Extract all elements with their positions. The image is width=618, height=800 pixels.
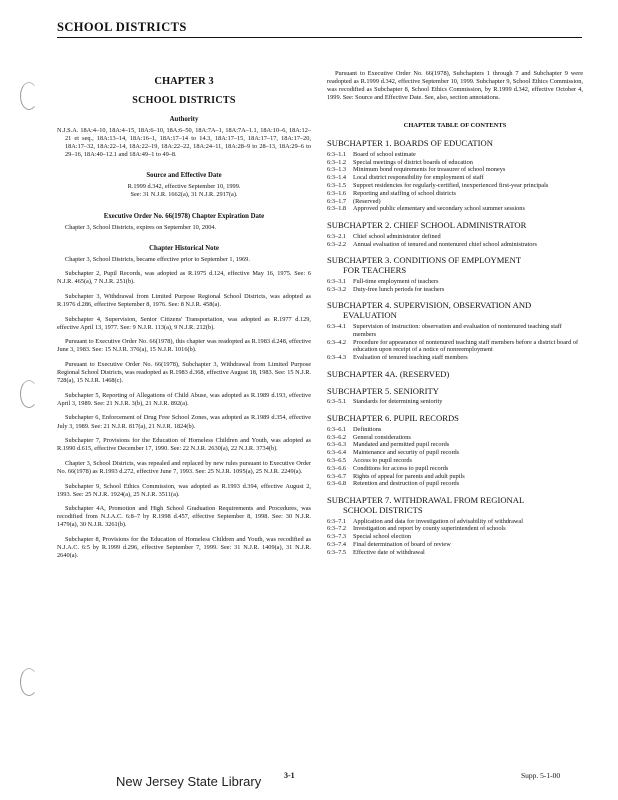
punch-hole-mark	[20, 380, 38, 408]
section-number: 6:3–7.3	[327, 533, 347, 541]
toc-entry	[327, 541, 583, 549]
toc-entry	[327, 434, 583, 442]
toc-entry	[327, 278, 583, 286]
subchapter-heading	[327, 138, 583, 148]
section-title: Final determination of board of review	[353, 540, 451, 548]
history-paragraph: Subchapter 2, Pupil Records, was adopted as R.1975 d.124, effective May 16, 1975. See: 6 N.J.R. 465(a), 7 N.J.R. 251(b).	[57, 270, 311, 286]
left-column	[57, 70, 311, 567]
section-title: Approved public elementary and secondary school summer sessions	[353, 205, 525, 213]
section-number: 6:3–6.4	[327, 449, 347, 457]
toc-entry	[327, 398, 583, 406]
section-number: 6:3–1.3	[327, 166, 347, 174]
history-paragraph: Subchapter 7, Provisions for the Education of Homeless Children and Youth, was adopted as R.1990 d.615, effective December 17, 1990. See: 22 N.J.R. 2630(a), 22 N.J.R. 3734(b).	[57, 437, 311, 453]
history-paragraph: Chapter 3, School Districts, was repealed and replaced by new rules pursuant to Executive Order No. 66(1978) as R.1993 d.272, effective June 7, 1993. See: 25 N.J.R. 1095(a), 25 N.J.R. 2249(a).	[57, 459, 311, 475]
toc-entry	[327, 198, 583, 206]
subchapter-heading	[327, 300, 583, 320]
section-title: Procedure for appearance of nontenured teaching staff members before a district board of education upon receipt of a notice of nonreemployment	[353, 338, 579, 354]
toc-entry	[327, 174, 583, 182]
section-number: 6:3–6.7	[327, 472, 347, 480]
section-number: 6:3–7.2	[327, 525, 347, 533]
subchapter-title: SUBCHAPTER 5. SENIORITY	[327, 385, 439, 396]
section-number: 6:3–6.8	[327, 480, 347, 488]
section-number: 6:3–7.4	[327, 540, 347, 548]
subchapter-title-continued: EVALUATION	[343, 310, 397, 321]
source-heading: Source and Effective Date	[146, 172, 222, 180]
toc-entry	[327, 159, 583, 167]
supplement-date: Supp. 5-1-00	[521, 771, 561, 780]
toc-heading: CHAPTER TABLE OF CONTENTS	[403, 122, 507, 130]
section-title: Duty-free lunch periods for teachers	[353, 285, 445, 293]
toc-entry	[327, 354, 583, 362]
section-title: Special school election	[353, 533, 412, 541]
history-paragraph: Subchapter 3, Withdrawal from Limited Purpose Regional School Districts, was adopted as R.1976 d.286, effective September 8, 1976. See: 8 N.J.R. 458(a).	[57, 292, 311, 309]
library-watermark: New Jersey State Library	[116, 774, 262, 789]
section-number: 6:3–4.2	[327, 338, 347, 346]
section-title: Full-time employment of teachers	[353, 277, 439, 285]
history-paragraph: Chapter 3, School Districts, became effective prior to September 1, 1969.	[65, 255, 250, 263]
section-title: Chief school administrator defined	[353, 232, 441, 240]
section-title: Rights of appeal for parents and adult pupils	[353, 472, 465, 480]
section-title: Standards for determining seniority	[353, 398, 443, 406]
history-paragraph: Pursuant to Executive Order No. 66(1978), this chapter was readopted as R.1983 d.248, effective June 3, 1983. See: 15 N.J.R. 376(a), 15 N.J.R. 1016(b).	[57, 338, 311, 354]
expiration-text: Chapter 3, School Districts, expires on September 10, 2004.	[65, 223, 217, 231]
toc-entry	[327, 182, 583, 190]
section-title: Minimum bond requirements for treasurer of school moneys	[353, 166, 506, 174]
history-heading: Chapter Historical Note	[149, 244, 219, 252]
section-title: (Reserved)	[353, 197, 381, 205]
section-number: 6:3–4.3	[327, 354, 347, 362]
section-title: Support residencies for regularly-certified, inexperienced first-year principals	[353, 182, 549, 190]
toc-entry	[327, 151, 583, 159]
section-number: 6:3–6.3	[327, 441, 347, 449]
toc-entry	[327, 426, 583, 434]
chapter-number: CHAPTER 3	[154, 76, 214, 87]
authority-heading: Authority	[169, 116, 199, 123]
toc-entry	[327, 449, 583, 457]
punch-hole-mark	[20, 668, 38, 696]
toc-entry	[327, 465, 583, 473]
subchapter-title-continued: FOR TEACHERS	[343, 265, 407, 276]
toc-entry	[327, 549, 583, 557]
history-notes	[57, 256, 311, 561]
chapter-title: SCHOOL DISTRICTS	[132, 95, 236, 106]
section-number: 6:3–6.2	[327, 433, 347, 441]
running-header: SCHOOL DISTRICTS	[57, 20, 582, 38]
section-title: Evaluation of tenured teaching staff members	[353, 354, 468, 362]
history-paragraph: Subchapter 6, Enforcement of Drug Free School Zones, was adopted as R.1989 d.354, effective July 3, 1989. See: 21 N.J.R. 817(a), 21 N.J.R. 1824(b).	[57, 414, 311, 430]
section-number: 6:3–1.5	[327, 182, 347, 190]
subchapter-title: SUBCHAPTER 7. WITHDRAWAL FROM REGIONAL	[327, 495, 525, 506]
subchapter-heading	[327, 386, 583, 396]
history-paragraph: Subchapter 4, Supervision, Senior Citizens' Transportation, was adopted as R.1977 d.129, effective April 13, 1977. See: 9 N.J.R. 113(a), 9 N.J.R. 212(b).	[57, 315, 311, 331]
history-paragraph: Pursuant to Executive Order No. 66(1978), Subchapter 3, Withdrawal from Limited Purpose Regional School Districts, was readopted as R.1983 d.368, effective August 18, 1983. See: 15 N.J.R. 728(a), 15 N.J.R. 1468(c).	[57, 361, 311, 385]
section-number: 6:3–2.1	[327, 232, 347, 240]
section-title: Special meetings of district boards of education	[353, 158, 473, 166]
section-number: 6:3–2.2	[327, 240, 347, 248]
section-title: Supervision of instruction: observation and evaluation of nontenured teaching staff members	[353, 322, 562, 338]
source-line: R.1999 d.342, effective September 10, 1999.	[127, 183, 241, 191]
section-number: 6:3–7.1	[327, 517, 347, 525]
section-number: 6:3–6.5	[327, 456, 347, 464]
section-title: Definitions	[353, 425, 382, 433]
section-number: 6:3–3.2	[327, 285, 347, 293]
history-paragraph: Subchapter 9, School Ethics Commission, was adopted as R.1993 d.394, effective August 2, 1993. See: 25 N.J.R. 1924(a), 25 N.J.R. 3511(a).	[57, 482, 311, 498]
toc-entry	[327, 205, 583, 213]
subchapter-title: SUBCHAPTER 2. CHIEF SCHOOL ADMINISTRATOR	[327, 220, 527, 231]
section-title: Access to pupil records	[353, 456, 412, 464]
expiration-heading: Executive Order No. 66(1978) Chapter Expiration Date	[103, 212, 265, 220]
subchapter-title: SUBCHAPTER 3. CONDITIONS OF EMPLOYMENT	[327, 255, 522, 266]
toc-entry	[327, 323, 583, 339]
table-of-contents	[327, 138, 583, 556]
history-paragraph: Subchapter 4A, Promotion and High School Graduation Requirements and Procedures, was recodified from N.J.A.C. 6:8–7 by R.1998 d.457, effective September 8, 1998. See: 30 N.J.R. 1479(a), 30 N.J.R. 3261(b).	[57, 505, 311, 529]
section-number: 6:3–1.8	[327, 205, 347, 213]
subchapter-heading	[327, 495, 583, 515]
section-number: 6:3–3.1	[327, 277, 347, 285]
toc-entry	[327, 190, 583, 198]
section-title: Local district responsibility for employment of staff	[353, 174, 484, 182]
subchapter-heading	[327, 255, 583, 275]
authority-text: N.J.S.A. 18A:4–10, 18A:4–15, 18A:6–10, 18A:6–50, 18A:7A–1, 18A:7A–1.1, 18A:10–6, 18A:12–21 et seq., 18A:13–14, 18A:16–1, 18A:17–14 to 14.3, 18A:17–15, 18A:17–17, 18A:17–20, 18A:17–32, 18A:22–14, 18A:22–19, 18A:22–22, 18A:24–11, 18A:28–9 to 28–13, 18A:29–6 to 29–16, 18A:40–12.1 and 18A:49–1 to 49–8.	[57, 127, 311, 159]
toc-entry	[327, 457, 583, 465]
section-title: Effective date of withdrawal	[353, 548, 425, 556]
source-line: See: 31 N.J.R. 1662(a), 31 N.J.R. 2917(a).	[130, 191, 238, 199]
section-number: 6:3–7.5	[327, 548, 347, 556]
subchapter-heading	[327, 220, 583, 230]
toc-entry	[327, 525, 583, 533]
subchapter-heading	[327, 413, 583, 423]
section-number: 6:3–1.4	[327, 174, 347, 182]
readoption-note: Pursuant to Executive Order No. 66(1978), Subchapters 1 through 7 and Subchapter 9 were readopted as R.1999 d.342, effective September 10, 1999. Subchapter 9, School Ethics Commission, was recodified as Subchapter 8, School Ethics Commission, by R.1999 d.342, effective October 4, 1999. See: Source and Effective Date. See, also, section annotations.	[327, 70, 583, 102]
toc-entry	[327, 533, 583, 541]
toc-entry	[327, 286, 583, 294]
toc-entry	[327, 241, 583, 249]
section-number: 6:3–6.6	[327, 464, 347, 472]
toc-entry	[327, 480, 583, 488]
toc-entry	[327, 473, 583, 481]
punch-hole-mark	[20, 82, 38, 110]
section-title: Conditions for access to pupil records	[353, 464, 449, 472]
section-number: 6:3–1.6	[327, 189, 347, 197]
history-paragraph: Subchapter 5, Reporting of Allegations of Child Abuse, was adopted as R.1989 d.193, effective April 3, 1989. See: 21 N.J.R. 3(b), 21 N.J.R. 892(a).	[57, 391, 311, 407]
section-title: Annual evaluation of tenured and nontenured chief school administrators	[353, 240, 537, 248]
subchapter-title: SUBCHAPTER 6. PUPIL RECORDS	[327, 413, 459, 424]
page-number: 3-1	[284, 771, 295, 780]
section-title: Retention and destruction of pupil records	[353, 480, 460, 488]
right-column	[327, 70, 583, 557]
history-paragraph: Subchapter 8, Provisions for the Education of Homeless Children and Youth, was recodified as N.J.A.C. 6:5 by R.1999 d.296, effective September 7, 1999. See: 31 N.J.R. 1409(a), 31 N.J.R. 2640(a).	[57, 536, 311, 560]
section-title: General considerations	[353, 433, 411, 441]
section-number: 6:3–1.7	[327, 197, 347, 205]
section-title: Maintenance and security of pupil records	[353, 449, 460, 457]
toc-entry	[327, 441, 583, 449]
subchapter-title: SUBCHAPTER 4A. (RESERVED)	[327, 368, 450, 379]
subchapter-heading	[327, 369, 583, 379]
section-number: 6:3–1.1	[327, 150, 347, 158]
section-number: 6:3–4.1	[327, 322, 347, 330]
section-number: 6:3–1.2	[327, 158, 347, 166]
toc-entry	[327, 518, 583, 526]
section-title: Mandated and permitted pupil records	[353, 441, 450, 449]
subchapter-title-continued: SCHOOL DISTRICTS	[343, 505, 423, 516]
toc-entry	[327, 166, 583, 174]
section-title: Board of school estimate	[353, 150, 416, 158]
toc-entry	[327, 233, 583, 241]
section-number: 6:3–5.1	[327, 398, 347, 406]
toc-entry	[327, 339, 583, 355]
section-title: Reporting and staffing of school districts	[353, 189, 456, 197]
section-title: Investigation and report by county superintendent of schools	[353, 525, 506, 533]
section-title: Application and data for investigation of advisability of withdrawal	[353, 517, 523, 525]
subchapter-title: SUBCHAPTER 4. SUPERVISION, OBSERVATION AND	[327, 300, 532, 311]
subchapter-title: SUBCHAPTER 1. BOARDS OF EDUCATION	[327, 138, 493, 149]
section-number: 6:3–6.1	[327, 425, 347, 433]
